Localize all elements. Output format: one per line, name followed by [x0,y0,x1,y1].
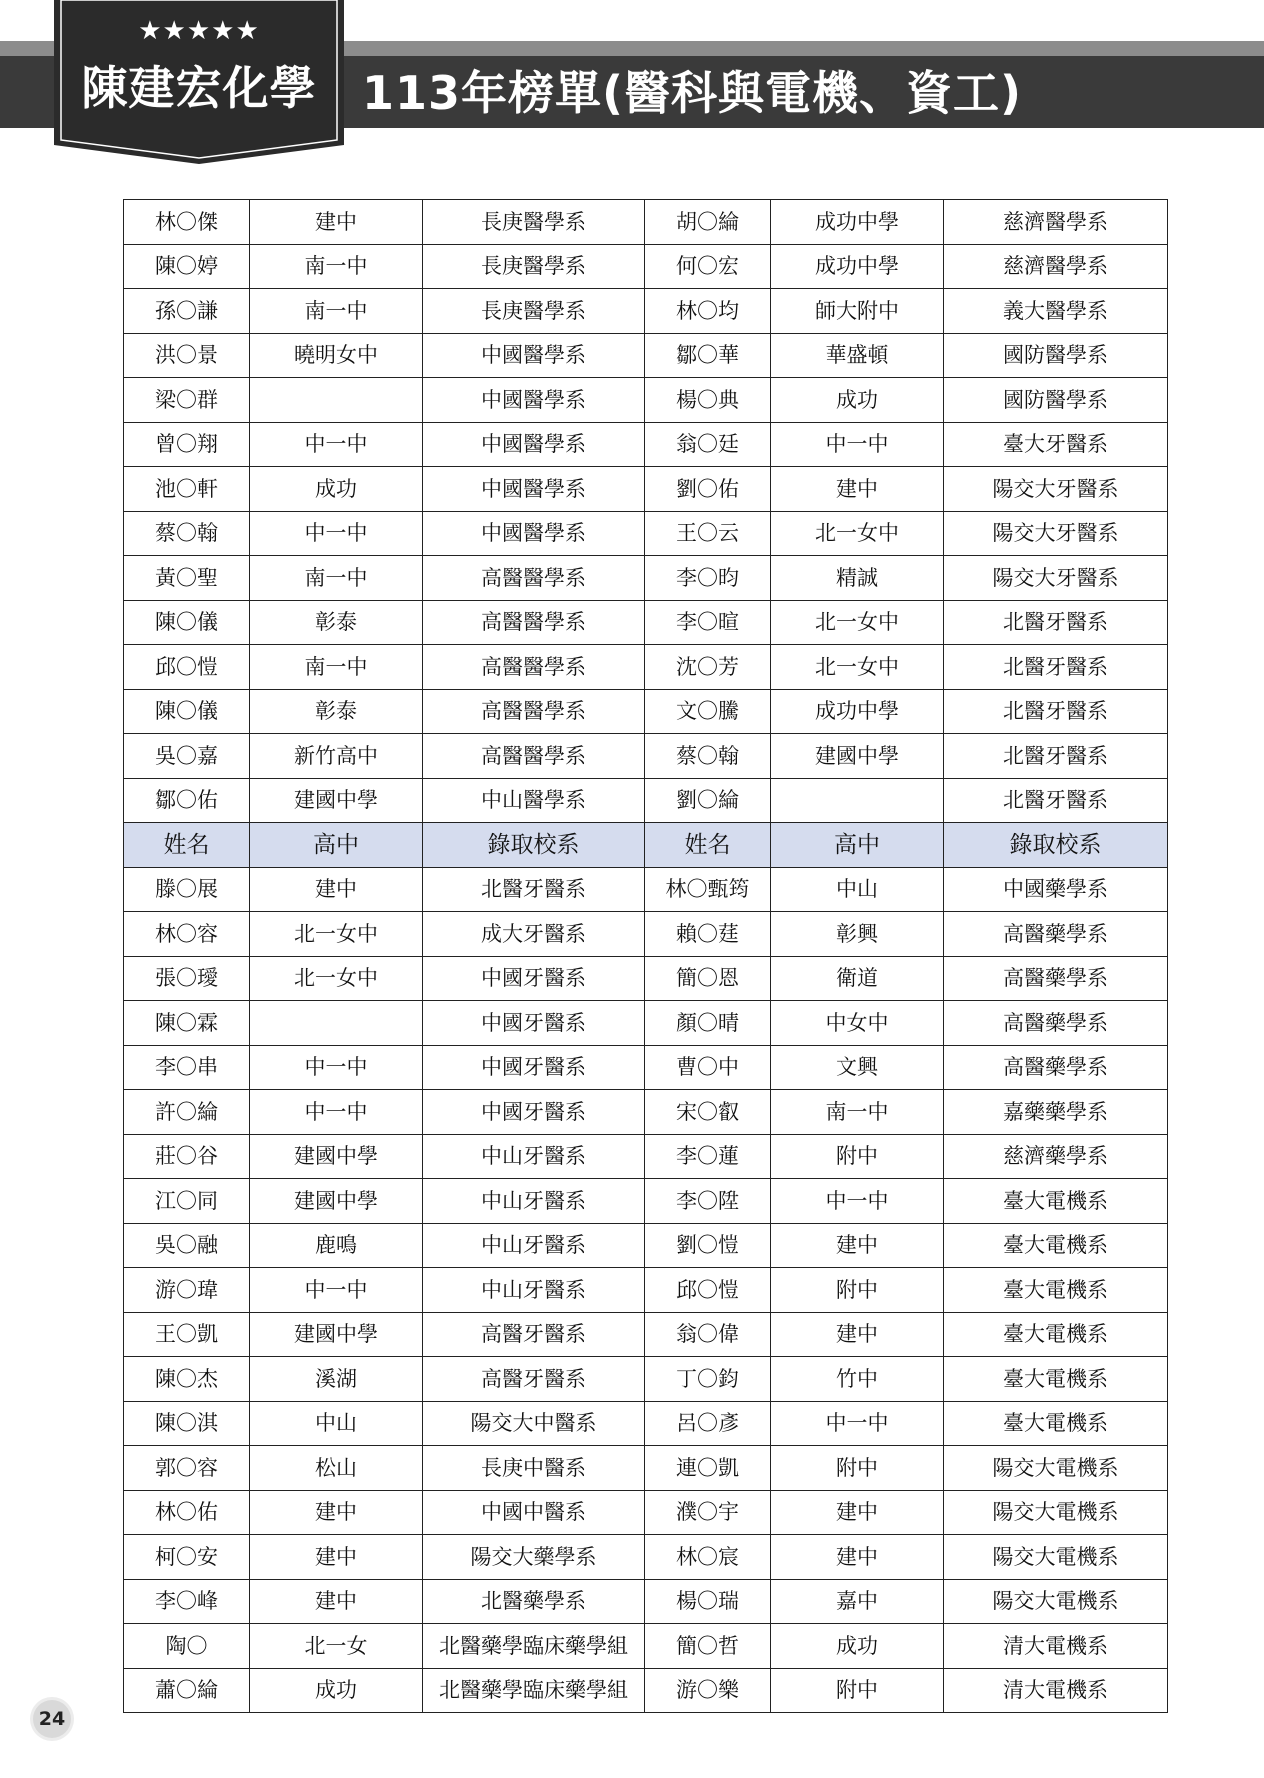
student-name-cell: 陳〇儀 [124,689,250,734]
high-school-cell: 中女中 [771,1001,944,1046]
admitted-dept-cell: 高醫醫學系 [423,689,645,734]
high-school-cell: 建中 [250,867,423,912]
admitted-dept-cell: 陽交大牙醫系 [944,511,1168,556]
student-name-cell: 丁〇鈞 [645,1357,771,1402]
high-school-cell: 建中 [250,200,423,245]
high-school-cell: 鹿鳴 [250,1223,423,1268]
admitted-dept-cell: 高醫醫學系 [423,600,645,645]
high-school-cell: 北一女中 [771,511,944,556]
high-school-cell: 南一中 [250,556,423,601]
student-name-cell: 蕭〇綸 [124,1668,250,1713]
admitted-dept-cell: 中國牙醫系 [423,956,645,1001]
student-name-cell: 陳〇杰 [124,1357,250,1402]
student-name-cell: 簡〇哲 [645,1624,771,1669]
student-name-cell: 文〇騰 [645,689,771,734]
admitted-dept-cell: 陽交大電機系 [944,1535,1168,1580]
table-row [124,244,1168,289]
student-name-cell: 劉〇綸 [645,778,771,823]
high-school-cell: 成功 [250,467,423,512]
high-school-cell: 中山 [771,867,944,912]
admitted-dept-cell: 臺大電機系 [944,1401,1168,1446]
high-school-cell: 建中 [250,1535,423,1580]
high-school-cell: 北一女中 [250,956,423,1001]
admitted-dept-cell: 清大電機系 [944,1668,1168,1713]
high-school-cell: 中一中 [250,511,423,556]
high-school-cell: 新竹高中 [250,734,423,779]
table-row [124,1535,1168,1580]
student-name-cell: 林〇均 [645,289,771,334]
admitted-dept-cell: 臺大電機系 [944,1357,1168,1402]
table-row [124,289,1168,334]
admitted-dept-cell: 臺大電機系 [944,1223,1168,1268]
student-name-cell: 滕〇展 [124,867,250,912]
admitted-dept-cell: 北醫牙醫系 [944,778,1168,823]
high-school-cell: 中一中 [771,1179,944,1224]
high-school-cell: 松山 [250,1446,423,1491]
high-school-cell: 文興 [771,1045,944,1090]
admitted-dept-cell: 臺大電機系 [944,1179,1168,1224]
admitted-dept-cell: 國防醫學系 [944,378,1168,423]
high-school-cell: 彰興 [771,912,944,957]
student-name-cell: 簡〇恩 [645,956,771,1001]
high-school-cell: 北一女 [250,1624,423,1669]
admitted-dept-cell: 中國醫學系 [423,422,645,467]
admitted-dept-cell: 臺大電機系 [944,1268,1168,1313]
column-header: 高中 [250,823,423,868]
table-row [124,1223,1168,1268]
high-school-cell: 建中 [771,467,944,512]
admitted-dept-cell: 陽交大電機系 [944,1446,1168,1491]
admitted-dept-cell: 長庚醫學系 [423,200,645,245]
column-header: 錄取校系 [944,823,1168,868]
admitted-dept-cell: 北醫牙醫系 [944,734,1168,779]
student-name-cell: 梁〇群 [124,378,250,423]
student-name-cell: 濮〇宇 [645,1490,771,1535]
table-row [124,1001,1168,1046]
admitted-dept-cell: 臺大牙醫系 [944,422,1168,467]
admitted-dept-cell: 高醫藥學系 [944,956,1168,1001]
student-name-cell: 蔡〇翰 [124,511,250,556]
high-school-cell: 建中 [771,1490,944,1535]
high-school-cell: 中一中 [250,1090,423,1135]
high-school-cell: 成功中學 [771,244,944,289]
high-school-cell [250,378,423,423]
high-school-cell: 北一女中 [250,912,423,957]
admitted-dept-cell: 中國醫學系 [423,333,645,378]
table-row [124,1624,1168,1669]
high-school-cell: 附中 [771,1268,944,1313]
high-school-cell: 南一中 [250,645,423,690]
high-school-cell: 衛道 [771,956,944,1001]
table-row [124,1134,1168,1179]
table-row [124,689,1168,734]
high-school-cell: 成功 [771,1624,944,1669]
high-school-cell: 建國中學 [250,778,423,823]
high-school-cell: 南一中 [771,1090,944,1135]
admitted-dept-cell: 中山牙醫系 [423,1268,645,1313]
admitted-dept-cell: 中國藥學系 [944,867,1168,912]
student-name-cell: 賴〇莛 [645,912,771,957]
admitted-dept-cell: 高醫醫學系 [423,645,645,690]
high-school-cell: 南一中 [250,289,423,334]
page-number: 24 [33,1700,71,1738]
admitted-dept-cell: 嘉藥藥學系 [944,1090,1168,1135]
high-school-cell: 建中 [250,1579,423,1624]
high-school-cell: 建國中學 [250,1179,423,1224]
high-school-cell: 師大附中 [771,289,944,334]
table-body [124,200,1168,1713]
table-row [124,956,1168,1001]
high-school-cell: 曉明女中 [250,333,423,378]
high-school-cell: 華盛頓 [771,333,944,378]
admitted-dept-cell: 中國醫學系 [423,511,645,556]
student-name-cell: 游〇樂 [645,1668,771,1713]
table-row [124,1357,1168,1402]
student-name-cell: 洪〇景 [124,333,250,378]
admitted-dept-cell: 慈濟藥學系 [944,1134,1168,1179]
student-name-cell: 李〇昀 [645,556,771,601]
admitted-dept-cell: 陽交大電機系 [944,1490,1168,1535]
admitted-dept-cell: 中山牙醫系 [423,1134,645,1179]
student-name-cell: 李〇串 [124,1045,250,1090]
high-school-cell: 成功中學 [771,689,944,734]
admitted-dept-cell: 陽交大牙醫系 [944,467,1168,512]
page-title: 113年榜單(醫科與電機、資工) [362,66,1023,120]
student-name-cell: 江〇同 [124,1179,250,1224]
admitted-dept-cell: 高醫藥學系 [944,1001,1168,1046]
student-name-cell: 郭〇容 [124,1446,250,1491]
high-school-cell: 中一中 [250,422,423,467]
table-row [124,333,1168,378]
high-school-cell [771,778,944,823]
high-school-cell: 建中 [771,1535,944,1580]
admitted-dept-cell: 義大醫學系 [944,289,1168,334]
table-row [124,1579,1168,1624]
admitted-dept-cell: 中山牙醫系 [423,1179,645,1224]
student-name-cell: 張〇璦 [124,956,250,1001]
high-school-cell: 竹中 [771,1357,944,1402]
table-row [124,1268,1168,1313]
rating-stars: ★★★★★ [138,16,260,46]
student-name-cell: 黃〇聖 [124,556,250,601]
high-school-cell: 中一中 [250,1268,423,1313]
student-name-cell: 李〇暄 [645,600,771,645]
high-school-cell: 彰泰 [250,600,423,645]
high-school-cell: 中一中 [771,422,944,467]
student-name-cell: 陳〇淇 [124,1401,250,1446]
student-name-cell: 曹〇中 [645,1045,771,1090]
table-header-row [124,823,1168,868]
table-row [124,600,1168,645]
table-row [124,734,1168,779]
admitted-dept-cell: 高醫藥學系 [944,912,1168,957]
table-row [124,1312,1168,1357]
table-row [124,467,1168,512]
admitted-dept-cell: 中國牙醫系 [423,1090,645,1135]
table-row [124,422,1168,467]
admitted-dept-cell: 中國牙醫系 [423,1001,645,1046]
high-school-cell: 中一中 [250,1045,423,1090]
admitted-dept-cell: 北醫藥學系 [423,1579,645,1624]
high-school-cell: 北一女中 [771,645,944,690]
student-name-cell: 王〇云 [645,511,771,556]
high-school-cell: 附中 [771,1446,944,1491]
student-name-cell: 游〇瑋 [124,1268,250,1313]
high-school-cell: 中一中 [771,1401,944,1446]
student-name-cell: 陳〇霖 [124,1001,250,1046]
student-name-cell: 王〇凱 [124,1312,250,1357]
table-row [124,1446,1168,1491]
student-name-cell: 林〇甄筠 [645,867,771,912]
column-header: 高中 [771,823,944,868]
admitted-dept-cell: 陽交大藥學系 [423,1535,645,1580]
high-school-cell: 建國中學 [250,1312,423,1357]
admitted-dept-cell: 北醫牙醫系 [944,689,1168,734]
admitted-dept-cell: 北醫藥學臨床藥學組 [423,1624,645,1669]
student-name-cell: 吳〇融 [124,1223,250,1268]
admitted-dept-cell: 高醫醫學系 [423,734,645,779]
student-name-cell: 鄒〇華 [645,333,771,378]
high-school-cell: 成功 [771,378,944,423]
student-name-cell: 蔡〇翰 [645,734,771,779]
admitted-dept-cell: 高醫牙醫系 [423,1312,645,1357]
column-header: 姓名 [124,823,250,868]
high-school-cell: 附中 [771,1134,944,1179]
admitted-dept-cell: 高醫醫學系 [423,556,645,601]
admitted-dept-cell: 臺大電機系 [944,1312,1168,1357]
admitted-dept-cell: 中國中醫系 [423,1490,645,1535]
student-name-cell: 顏〇晴 [645,1001,771,1046]
high-school-cell: 精誠 [771,556,944,601]
high-school-cell: 北一女中 [771,600,944,645]
student-name-cell: 林〇佑 [124,1490,250,1535]
table-row [124,1401,1168,1446]
table-row [124,1045,1168,1090]
student-name-cell: 孫〇謙 [124,289,250,334]
admitted-dept-cell: 清大電機系 [944,1624,1168,1669]
column-header: 姓名 [645,823,771,868]
student-name-cell: 劉〇佑 [645,467,771,512]
admitted-dept-cell: 高醫牙醫系 [423,1357,645,1402]
student-name-cell: 李〇蓮 [645,1134,771,1179]
student-name-cell: 楊〇瑞 [645,1579,771,1624]
table-row [124,200,1168,245]
student-name-cell: 林〇容 [124,912,250,957]
high-school-cell: 建國中學 [250,1134,423,1179]
high-school-cell: 成功中學 [771,200,944,245]
student-name-cell: 胡〇綸 [645,200,771,245]
admitted-dept-cell: 慈濟醫學系 [944,200,1168,245]
table-row [124,867,1168,912]
student-name-cell: 陳〇婷 [124,244,250,289]
student-name-cell: 吳〇嘉 [124,734,250,779]
admitted-dept-cell: 長庚中醫系 [423,1446,645,1491]
table-row [124,912,1168,957]
brand-name: 陳建宏化學 [81,61,317,115]
table-row [124,1668,1168,1713]
student-name-cell: 宋〇叡 [645,1090,771,1135]
table-row [124,511,1168,556]
student-name-cell: 連〇凱 [645,1446,771,1491]
student-name-cell: 楊〇典 [645,378,771,423]
table-row [124,1490,1168,1535]
student-name-cell: 李〇陞 [645,1179,771,1224]
admitted-dept-cell: 慈濟醫學系 [944,244,1168,289]
admitted-dept-cell: 長庚醫學系 [423,244,645,289]
brand-badge [54,0,344,164]
admitted-dept-cell: 陽交大中醫系 [423,1401,645,1446]
student-name-cell: 呂〇彥 [645,1401,771,1446]
student-name-cell: 莊〇谷 [124,1134,250,1179]
student-name-cell: 何〇宏 [645,244,771,289]
high-school-cell: 附中 [771,1668,944,1713]
high-school-cell: 建國中學 [771,734,944,779]
high-school-cell: 南一中 [250,244,423,289]
student-name-cell: 翁〇廷 [645,422,771,467]
student-name-cell: 林〇宸 [645,1535,771,1580]
table-row [124,556,1168,601]
student-name-cell: 邱〇愷 [645,1268,771,1313]
high-school-cell: 建中 [771,1223,944,1268]
student-name-cell: 林〇傑 [124,200,250,245]
admitted-dept-cell: 陽交大牙醫系 [944,556,1168,601]
column-header: 錄取校系 [423,823,645,868]
table-row [124,1179,1168,1224]
student-name-cell: 曾〇翔 [124,422,250,467]
admitted-dept-cell: 中國醫學系 [423,378,645,423]
admitted-dept-cell: 中國醫學系 [423,467,645,512]
student-name-cell: 許〇綸 [124,1090,250,1135]
admitted-dept-cell: 中山醫學系 [423,778,645,823]
high-school-cell: 嘉中 [771,1579,944,1624]
admitted-dept-cell: 中國牙醫系 [423,1045,645,1090]
table-row [124,378,1168,423]
admitted-dept-cell: 高醫藥學系 [944,1045,1168,1090]
student-name-cell: 沈〇芳 [645,645,771,690]
admitted-dept-cell: 中山牙醫系 [423,1223,645,1268]
student-name-cell: 邱〇愷 [124,645,250,690]
high-school-cell: 成功 [250,1668,423,1713]
admitted-dept-cell: 陽交大電機系 [944,1579,1168,1624]
high-school-cell [250,1001,423,1046]
admitted-dept-cell: 北醫牙醫系 [944,645,1168,690]
student-name-cell: 池〇軒 [124,467,250,512]
admitted-dept-cell: 長庚醫學系 [423,289,645,334]
admitted-dept-cell: 國防醫學系 [944,333,1168,378]
admitted-dept-cell: 北醫牙醫系 [944,600,1168,645]
high-school-cell: 中山 [250,1401,423,1446]
student-name-cell: 柯〇安 [124,1535,250,1580]
admission-table [123,199,1168,1713]
admitted-dept-cell: 北醫藥學臨床藥學組 [423,1668,645,1713]
student-name-cell: 鄒〇佑 [124,778,250,823]
student-name-cell: 陳〇儀 [124,600,250,645]
high-school-cell: 彰泰 [250,689,423,734]
student-name-cell: 劉〇愷 [645,1223,771,1268]
student-name-cell: 翁〇偉 [645,1312,771,1357]
high-school-cell: 建中 [250,1490,423,1535]
student-name-cell: 陶〇 [124,1624,250,1669]
table-row [124,645,1168,690]
high-school-cell: 溪湖 [250,1357,423,1402]
student-name-cell: 李〇峰 [124,1579,250,1624]
table-row [124,778,1168,823]
admitted-dept-cell: 北醫牙醫系 [423,867,645,912]
high-school-cell: 建中 [771,1312,944,1357]
table-row [124,1090,1168,1135]
admitted-dept-cell: 成大牙醫系 [423,912,645,957]
